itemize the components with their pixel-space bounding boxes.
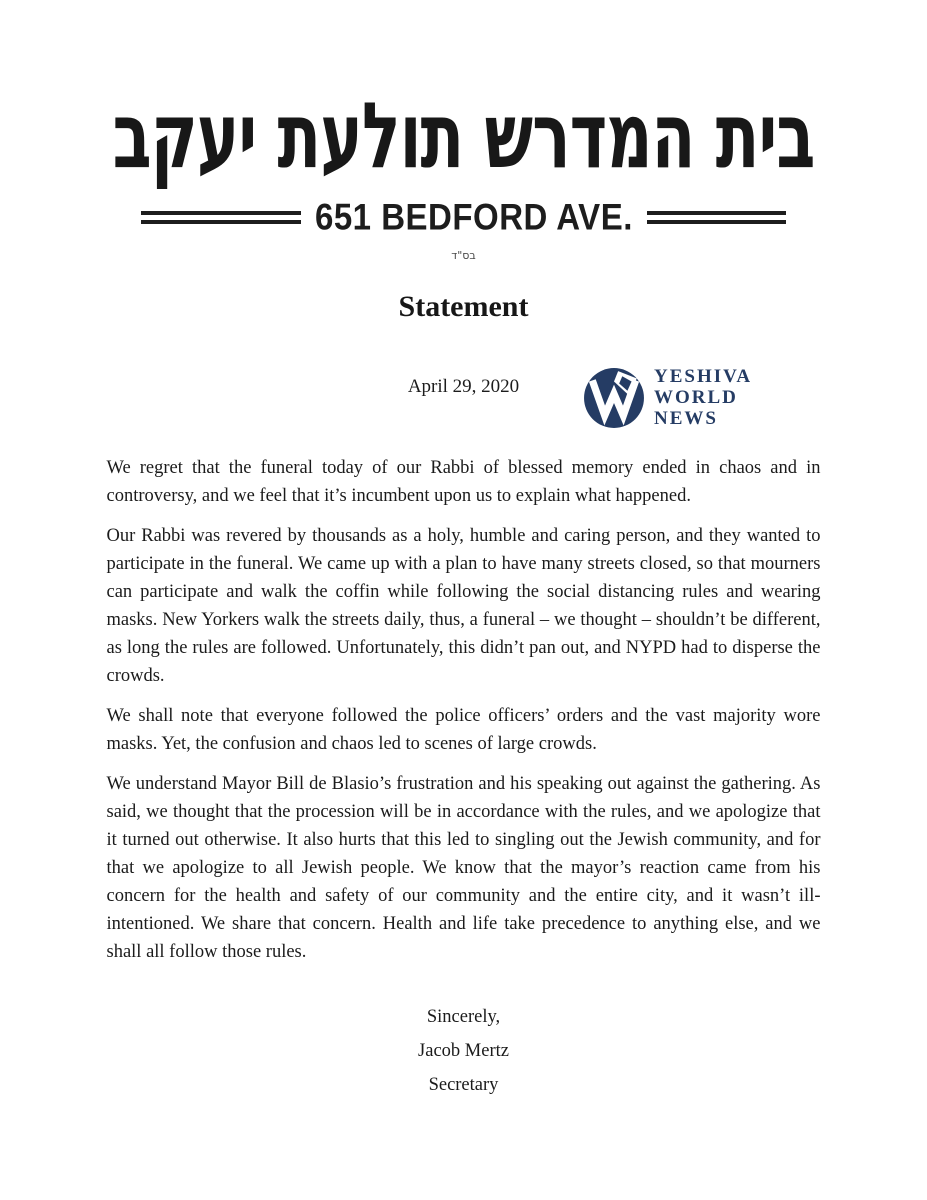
signature-name: Jacob Mertz [418,1041,509,1061]
letterhead-address-row [141,195,786,238]
bsd-mark: בס"ד [451,249,476,262]
page-title: Statement [398,290,529,323]
signature-role: Secretary [428,1075,499,1095]
signature-closing: Sincerely, [426,1007,501,1027]
body-paragraph-1: We regret that the funeral today of our Rabbi of blessed memory ended in chaos and in controversy, and we feel that it’s incumbent upon us to explain what happened. [106,458,821,506]
letter-body [107,454,821,966]
letterhead [0,0,927,262]
body-paragraph-4: We understand Mayor Bill de Blasio’s frustration and his speaking out against the gathering. As said, we thought that the procession will be in accordance with the rules, and we apologize that it turned out otherwise. It also hurts that this led to singling out the Jewish community, and for that we apologize to all Jewish people. We know that the mayor’s reaction came from his concern for the health and safety of our community and the entire city, and it wasn’t ill-intentioned. We share that concern. Health and life take precedence to anything else, and we shall all follow those rules. [106,774,821,962]
ywn-logo-icon [583,367,645,429]
ywn-watermark [583,366,752,429]
body-paragraph-2: Our Rabbi was revered by thousands as a holy, humble and caring person, and they wanted to participate in the funeral. We came up with a plan to have many streets closed, so that mourners can participate and walk the coffin while following the social distancing rules and wearing masks. New Yorkers walk the streets daily, thus, a funeral – we thought – shouldn’t be different, as long the rules are followed. Unfortunately, this didn’t pan out, and NYPD had to disperse the crowds. [106,526,821,686]
ywn-logo-text-line2: WORLD [654,387,738,408]
letterhead-address: 651 BEDFORD AVE. [314,195,633,238]
body-paragraph-3: We shall note that everyone followed the police officers’ orders and the vast majority wore masks. Yet, the confusion and chaos led to scenes of large crowds. [106,706,821,754]
double-rule-left [141,211,301,224]
signature-block [0,1008,927,1095]
date-row [0,366,927,444]
ywn-logo-text-line3: NEWS [654,408,718,429]
double-rule-right [647,211,786,224]
date-text: April 29, 2020 [407,376,520,397]
ywn-logo-text [654,366,752,429]
ywn-logo-text-line1: YESHIVA [654,366,753,387]
letterhead-hebrew-name: בית המדרש תולעת יעקב [112,84,815,190]
